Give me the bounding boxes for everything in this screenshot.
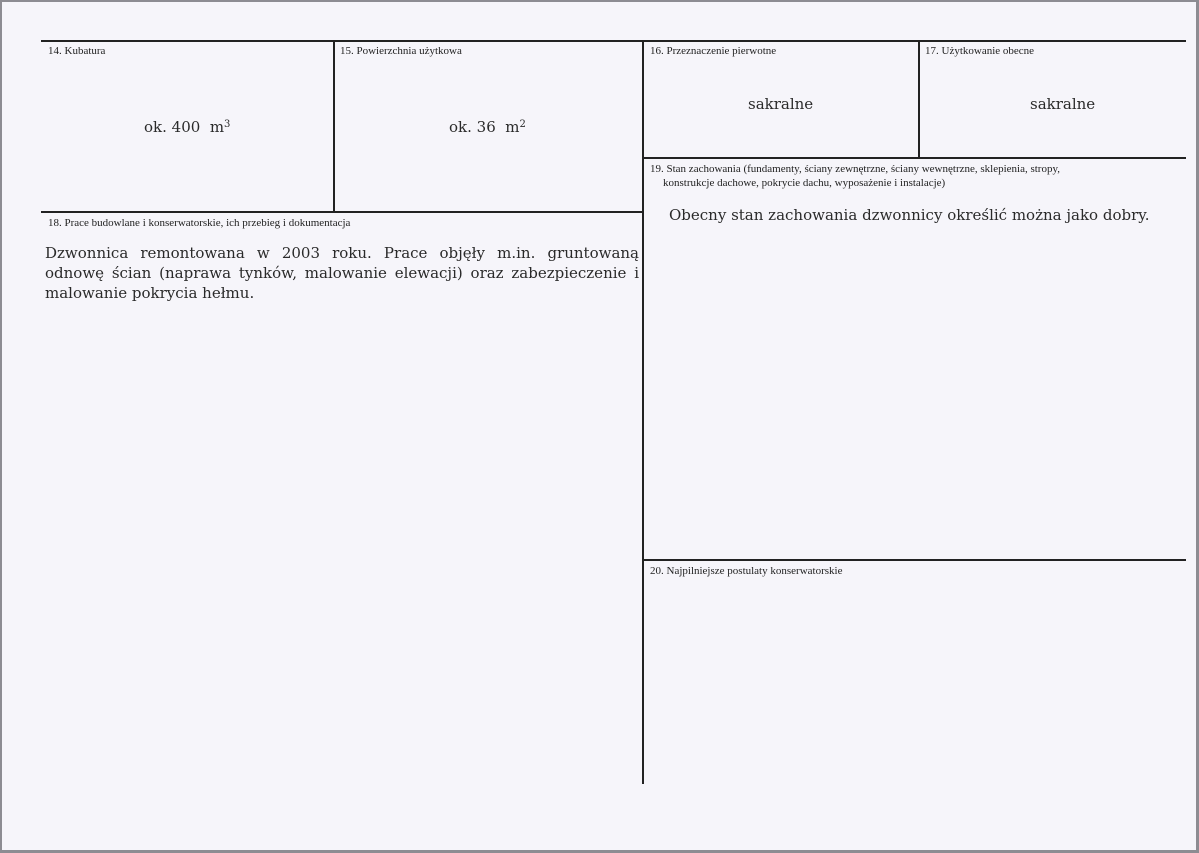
divider-14-15 [333,40,335,212]
field-15-value [449,118,526,136]
field-19-label-line2: konstrukcje dachowe, pokrycie dachu, wyposażenie i instalacje) [663,177,946,189]
field-15-label: 15. Powierzchnia użytkowa [340,45,462,57]
rule-above-20 [642,559,1186,561]
page-top-edge [0,0,1199,2]
field-19-label [650,162,1150,190]
field-19-label-line1: 19. Stan zachowania (fundamenty, ściany zewnętrzne, ściany wewnętrzne, sklepienia, stropy, [650,163,1061,175]
field-18-text: Dzwonnica remontowana w 2003 roku. Prace objęły m.in. gruntowaną odnowę ścian (naprawa tynków, malowanie elewacji) oraz zabezpieczenie i malowanie pokrycia hełmu. [45,244,639,302]
rule-above-19 [642,157,1186,159]
main-vertical-divider [642,40,644,784]
field-15-value-exponent: 2 [519,119,526,130]
top-rule [41,40,1186,42]
field-14-value-exponent: 3 [224,119,231,130]
field-19-text: Obecny stan zachowania dzwonnicy określić można jako dobry. [669,206,1150,224]
divider-16-17 [918,40,920,158]
page-left-edge [0,0,2,853]
field-20-label: 20. Najpilniejsze postulaty konserwatorskie [650,565,843,577]
field-14-label: 14. Kubatura [48,45,106,57]
field-18-label: 18. Prace budowlane i konserwatorskie, ich przebieg i dokumentacja [48,217,351,229]
field-15-value-text: ok. 36 m [449,118,520,136]
field-17-value: sakralne [1030,95,1096,113]
field-16-label: 16. Przeznaczenie pierwotne [650,45,777,57]
field-17-label: 17. Użytkowanie obecne [925,45,1035,57]
field-14-value-text: ok. 400 m [144,118,225,136]
field-14-value [144,118,230,136]
rule-above-18 [41,211,644,213]
field-16-value: sakralne [748,95,814,113]
